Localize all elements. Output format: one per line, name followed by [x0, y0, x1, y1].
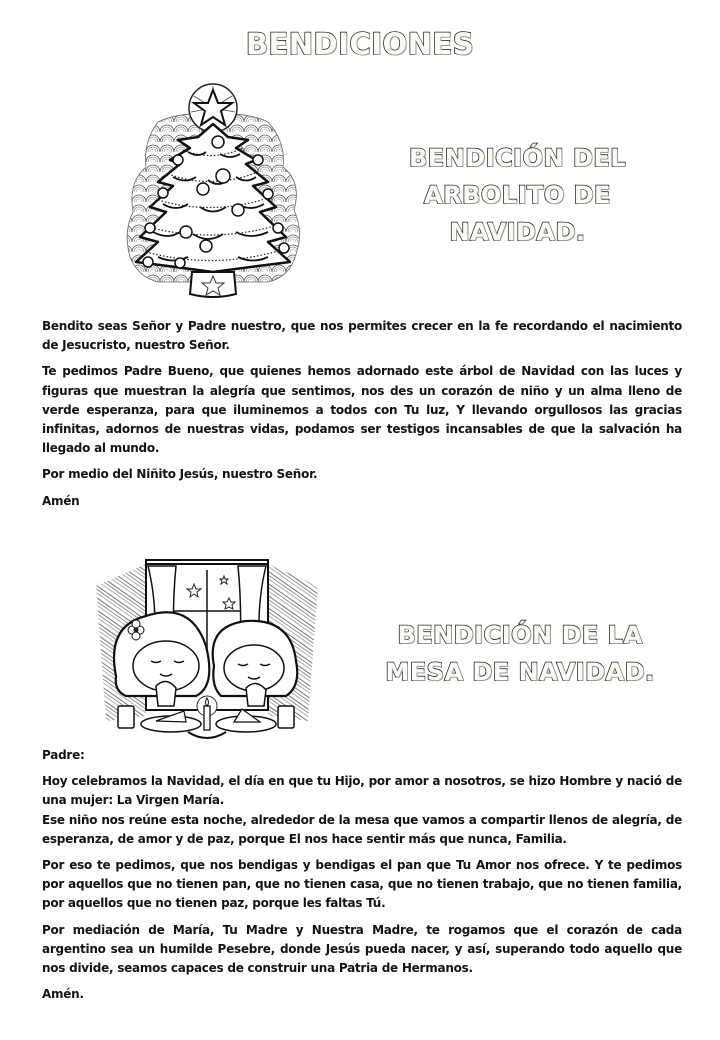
paragraph: Por mediación de María, Tu Madre y Nuestra Madre, te rogamos que el corazón de cada argentino sea un humilde Pesebre, donde Jesús pueda nacer, y así, superando todo aquello que nos divide, seamos capaces de construir una Patria de Hermanos.	[42, 922, 682, 976]
paragraph: Te pedimos Padre Bueno, que quienes hemos adornado este árbol de Navidad con las luces y figuras que muestran la alegría que sentimos, nos des un corazón de niño y un alma lleno de verde esperanza, para que iluminemos a todos con Tu luz, Y llevando orgullosos las gracias infinitas, adornos de nuestras vidas, podamos ser testigos incansables de que la salvación ha llegado al mundo.	[42, 364, 682, 456]
heading-line: BENDICIÓN DEL	[408, 144, 627, 172]
heading-line: ARBOLITO DE	[424, 181, 611, 209]
paragraph: Por eso te pedimos, que nos bendigas y bendigas el pan que Tu Amor nos ofrece. Y te pedimos por aquellos que no tienen pan, que no tienen casa, que no tienen trabajo, que no tienen familia, por aquellos que no tienen paz, porque les faltas Tú.	[42, 858, 682, 911]
heading-line: MESA DE NAVIDAD.	[385, 658, 655, 686]
paragraph: Bendito seas Señor y Padre nuestro, que nos permites crecer en la fe recordando el nacimiento de Jesucristo, nuestro Señor.	[42, 319, 682, 353]
closing-amen: Amén	[42, 493, 80, 508]
section-heading-tree-blessing	[380, 140, 655, 251]
tree-blessing-text	[42, 317, 682, 511]
table-blessing-text	[42, 746, 682, 1004]
page-title: BENDICIONES	[245, 27, 475, 61]
paragraph: Hoy celebramos la Navidad, el día en que tu Hijo, por amor a nosotros, se hizo Hombre y nació de una mujer: La Virgen María.	[42, 774, 682, 808]
salutation: Padre:	[42, 748, 85, 762]
heading-line: NAVIDAD.	[449, 218, 586, 246]
christmas-tree-icon	[118, 82, 308, 304]
section-heading-table-blessing	[370, 617, 670, 691]
christmas-tree-illustration	[118, 82, 308, 304]
children-praying-illustration	[96, 546, 318, 746]
paragraph: Ese niño nos reúne esta noche, alrededor de la mesa que vamos a compartir llenos de alegría, de esperanza, de amor y de paz, porque El nos hace sentir más que nunca, Familia.	[42, 812, 682, 846]
paragraph: Por medio del Niñito Jesús, nuestro Señor.	[42, 467, 318, 482]
children-praying-icon	[96, 546, 318, 746]
heading-line: BENDICIÓN DE LA	[397, 621, 643, 649]
closing-amen: Amén.	[42, 987, 84, 1002]
